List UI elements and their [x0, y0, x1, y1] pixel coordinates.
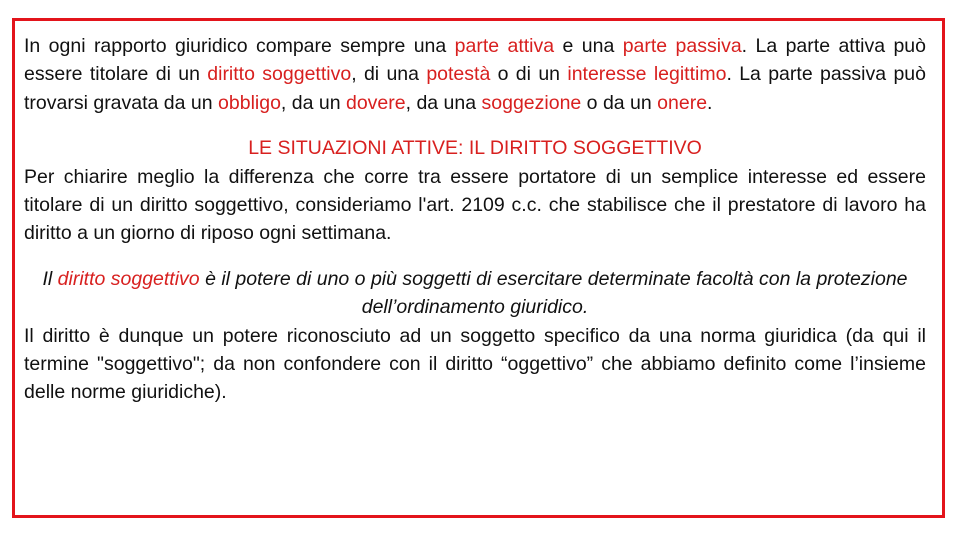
intro-paragraph [24, 32, 926, 117]
closing-paragraph: Il diritto è dunque un potere riconosciuto ad un soggetto specifico da una norma giuridica (da qui il termine "soggettivo"; da non confondere con il diritto “oggettivo” che abbiamo definito come l’insieme delle norme giuridiche). [24, 324, 926, 404]
intro-text: In ogni rapporto giuridico compare sempre una [24, 35, 455, 57]
definition-text: Il [42, 267, 58, 290]
intro-text: o da un [581, 91, 658, 114]
term-obbligo: obbligo [218, 91, 281, 114]
intro-text: o di un [490, 63, 568, 86]
term-potesta: potestà [426, 63, 491, 86]
term-dovere: dovere [345, 91, 406, 114]
intro-text: e una [554, 35, 623, 57]
intro-text: . La parte attiva può essere titolare di un [24, 35, 926, 86]
section-paragraph: Per chiarire meglio la differenza che corre tra essere portatore di un semplice interesse ed essere titolare di un diritto soggettivo, consideriamo l'art. 2109 c.c. che stabilisce che il prestatore di lavoro ha diritto a un giorno di riposo ogni settimana. [24, 165, 926, 245]
intro-text: , da una [405, 91, 482, 114]
intro-text: , da un [280, 91, 346, 114]
term-soggezione: soggezione [481, 91, 582, 114]
intro-text: , di una [351, 63, 427, 86]
intro-text: . La parte passiva può trovarsi gravata da un [24, 63, 926, 114]
term-onere: onere [657, 91, 708, 114]
intro-text: . [707, 91, 713, 114]
slide-content [24, 32, 926, 407]
definition-statement [24, 265, 926, 322]
term-parte-passiva: parte passiva [622, 35, 742, 57]
term-diritto-soggettivo: diritto soggettivo [207, 63, 352, 86]
definition-term: diritto soggettivo [57, 267, 200, 290]
definition-text: è il potere di uno o più soggetti di esercitare determinate facoltà con la protezione dell’ordinamento giuridico. [199, 267, 908, 319]
term-interesse-legittimo: interesse legittimo [567, 63, 727, 86]
term-parte-attiva: parte attiva [454, 35, 555, 57]
section-heading: LE SITUAZIONI ATTIVE: IL DIRITTO SOGGETTIVO [248, 137, 702, 160]
